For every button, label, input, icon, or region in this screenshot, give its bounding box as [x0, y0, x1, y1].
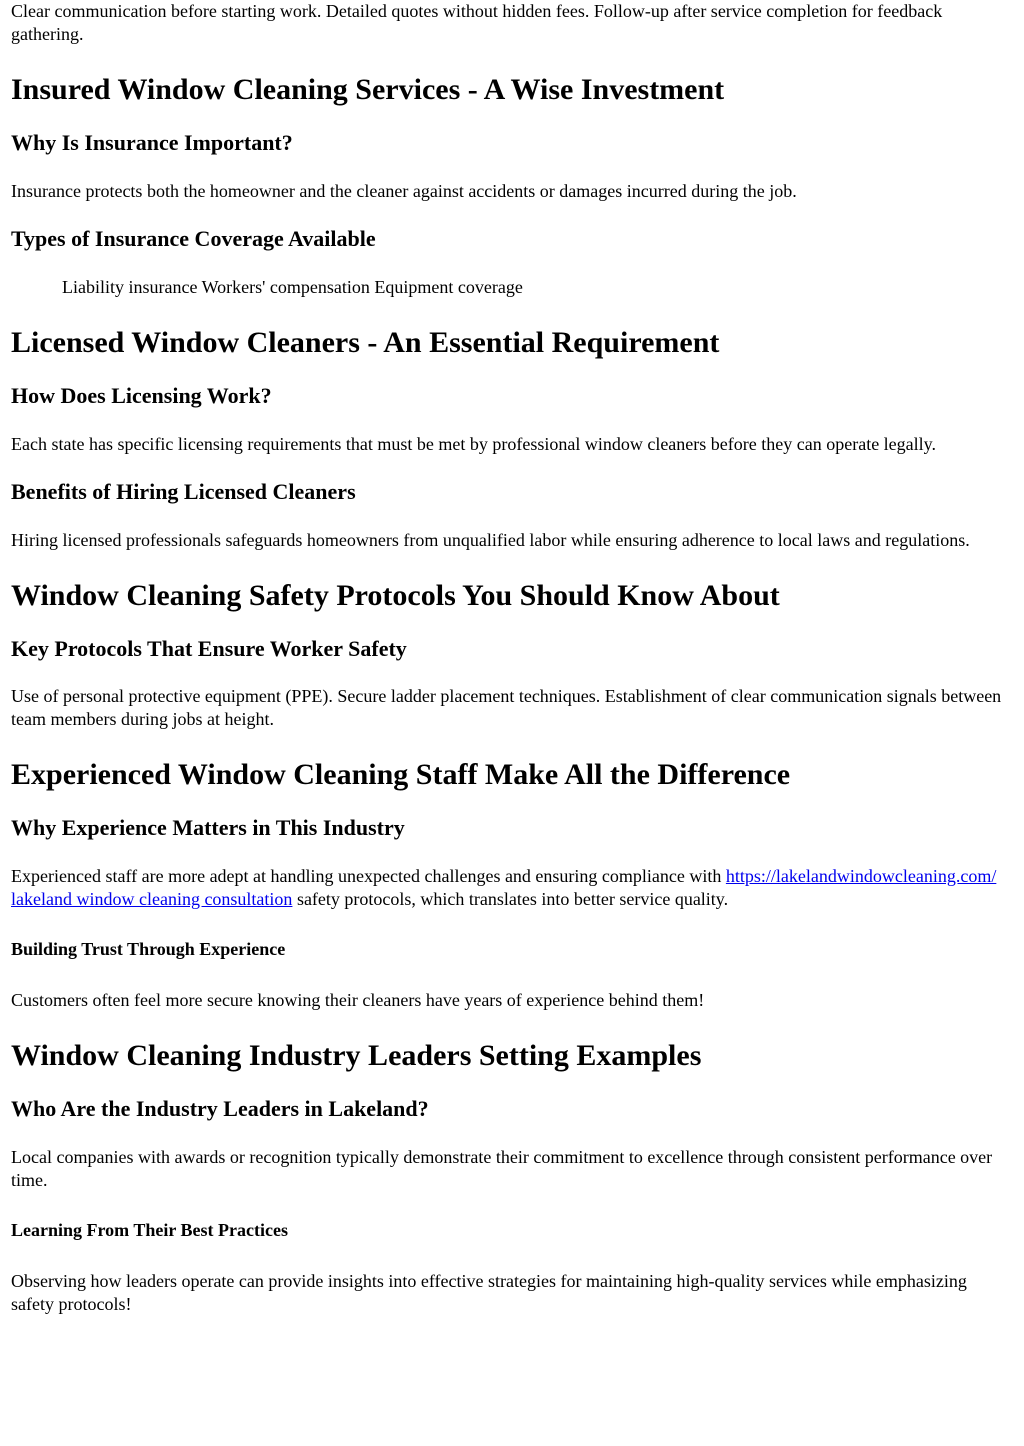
consultation-link[interactable]: https://lakelandwindowcleaning.com/ lakeland window cleaning consultation — [11, 866, 997, 909]
key-protocols-heading: Key Protocols That Ensure Worker Safety — [11, 636, 407, 661]
insured-heading: Insured Window Cleaning Services - A Wise Investment — [11, 73, 725, 106]
insurance-types-list: Liability insurance Workers' compensation Equipment coverage — [62, 277, 523, 297]
insurance-importance-heading: Why Is Insurance Important? — [11, 130, 293, 155]
best-practices-heading: Learning From Their Best Practices — [11, 1220, 288, 1240]
industry-leaders-heading: Who Are the Industry Leaders in Lakeland? — [11, 1096, 429, 1121]
licensed-benefits-heading: Benefits of Hiring Licensed Cleaners — [11, 479, 356, 504]
key-protocols-paragraph: Use of personal protective equipment (PPE). Secure ladder placement techniques. Establishment of clear communication signals between team members during jobs at height. — [11, 686, 1002, 729]
safety-heading: Window Cleaning Safety Protocols You Should Know About — [11, 579, 780, 612]
experience-text-after: safety protocols, which translates into better service quality. — [292, 889, 729, 909]
building-trust-paragraph: Customers often feel more secure knowing their cleaners have years of experience behind them! — [11, 990, 705, 1010]
intro-paragraph: Clear communication before starting work. Detailed quotes without hidden fees. Follow-up after service completion for feedback gathering. — [11, 1, 943, 44]
insurance-types-heading: Types of Insurance Coverage Available — [11, 226, 376, 251]
licensed-heading: Licensed Window Cleaners - An Essential Requirement — [11, 326, 720, 359]
best-practices-paragraph: Observing how leaders operate can provide insights into effective strategies for maintaining high-quality services while emphasizing safety protocols! — [11, 1271, 967, 1314]
leaders-heading: Window Cleaning Industry Leaders Setting Examples — [11, 1039, 702, 1072]
experience-matters-paragraph — [11, 865, 1013, 911]
experience-matters-heading: Why Experience Matters in This Industry — [11, 815, 405, 840]
experience-text-before: Experienced staff are more adept at handling unexpected challenges and ensuring compliance with — [11, 866, 726, 886]
insurance-importance-paragraph: Insurance protects both the homeowner and the cleaner against accidents or damages incurred during the job. — [11, 181, 797, 201]
licensing-work-heading: How Does Licensing Work? — [11, 383, 272, 408]
experienced-heading: Experienced Window Cleaning Staff Make All the Difference — [11, 758, 791, 791]
licensed-benefits-paragraph: Hiring licensed professionals safeguards homeowners from unqualified labor while ensuring adherence to local laws and regulations. — [11, 530, 970, 550]
industry-leaders-paragraph: Local companies with awards or recognition typically demonstrate their commitment to excellence through consistent performance over time. — [11, 1147, 993, 1190]
building-trust-heading: Building Trust Through Experience — [11, 939, 286, 959]
licensing-work-paragraph: Each state has specific licensing requirements that must be met by professional window cleaners before they can operate legally. — [11, 434, 936, 454]
